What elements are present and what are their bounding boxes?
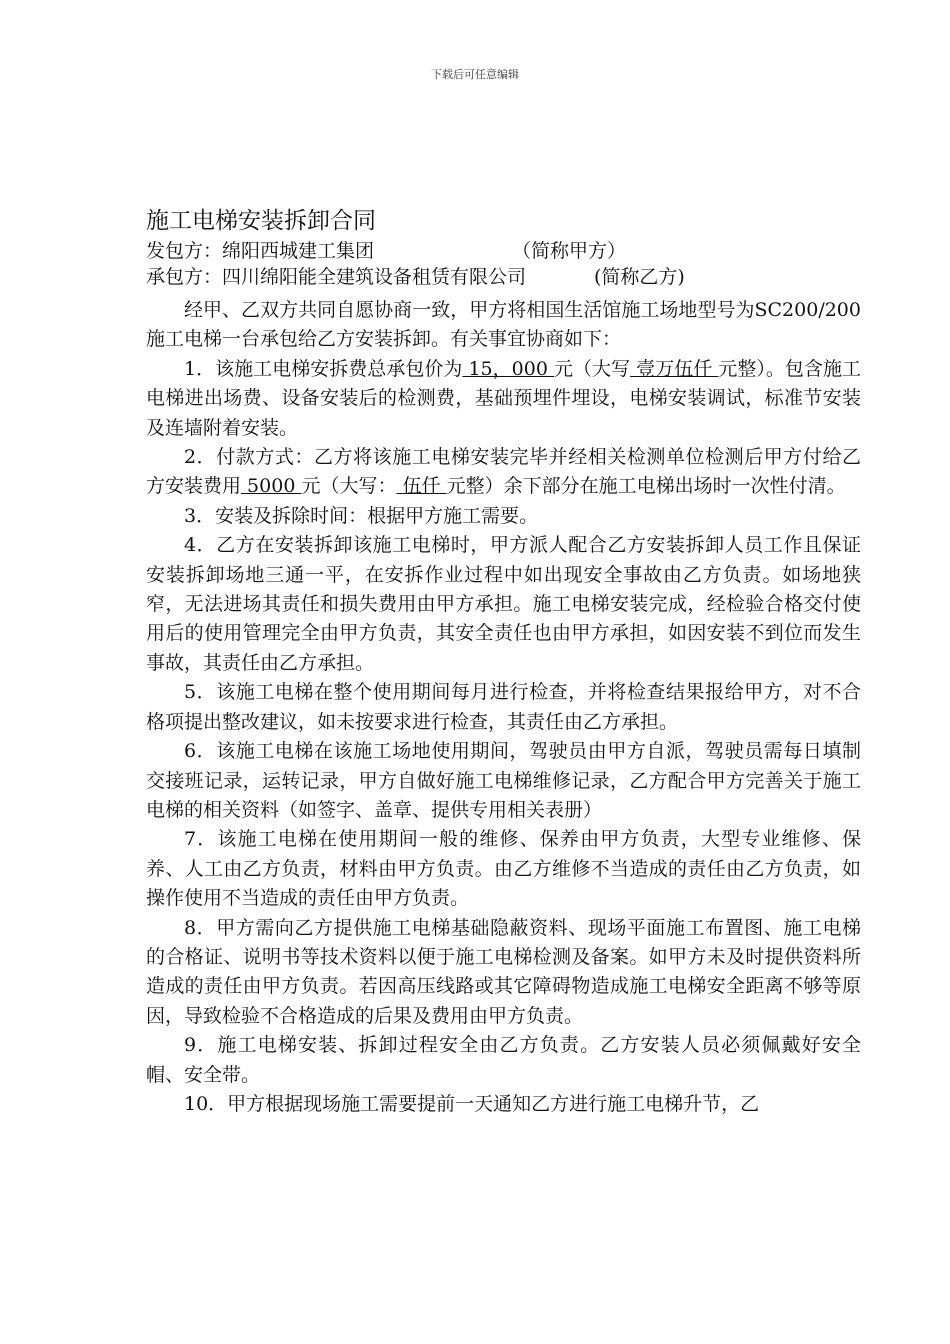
clause-8: 8．甲方需向乙方提供施工电梯基础隐蔽资料、现场平面施工布置图、施工电梯的合格证、说明书等技术资料以便于施工电梯检测及备案。如甲方未及时提供资料所造成的责任由甲方负责。若因高压线路或其它障碍物造成施工电梯安全距离不够等原因，导致检验不合格造成的后果及费用由甲方负责。 [146,916,861,1027]
clause-1-text-b: 元（大写 [554,357,631,380]
clause-9: 9．施工电梯安装、拆卸过程安全由乙方负责。乙方安装人员必须佩戴好安全帽、安全带。 [146,1034,861,1086]
party-a-name: 绵阳西城建工集团 [222,240,375,262]
clause-2-amount: 5000 [241,475,302,498]
clause-1-text-c: 元整）。包含施工电梯进出场费、设备安装后的检测费，基础预埋件埋设，电梯安装调试，标准节安装及连墙附着安装。 [146,357,861,439]
party-a-line [146,238,861,264]
party-b-alias: (简称乙方) [594,266,685,288]
intro-paragraph: 经甲、乙双方共同自愿协商一致，甲方将相国生活馆施工场地型号为SC200/200施工电梯一台承包给乙方安装拆卸。有关事宜协商如下： [146,299,861,351]
clause-1-text-a: 1．该施工电梯安拆费总承包价为 [184,357,463,380]
document-title: 施工电梯安装拆卸合同 [146,208,376,234]
clause-7: 7．该施工电梯在使用期间一般的维修、保养由甲方负责，大型专业维修、保养、人工由乙方负责，材料由甲方负责。由乙方维修不当造成的责任由乙方负责，如操作使用不当造成的责任由甲方负责。 [146,828,861,910]
party-b-line [146,264,861,290]
clause-2-text-c: 元整）余下部分在施工电梯出场时一次性付清。 [446,475,846,498]
clause-1-amount-words: 壹万伍仟 [630,357,719,380]
clause-2-text-a: 2．付款方式：乙方将该施工电梯安装完毕并经相关检测单位检测后甲方付给乙方安装费用 [146,446,861,498]
document-body [146,204,861,1119]
party-a-alias: （简称甲方） [512,240,627,262]
clause-1-amount: 15，000 [462,357,555,380]
clause-10: 10．甲方根据现场施工需要提前一天通知乙方进行施工电梯升节，乙 [184,1092,760,1115]
party-b-name: 四川绵阳能全建筑设备租赁有限公司 [222,266,527,288]
party-b-label: 承包方： [146,266,223,288]
clause-6: 6．该施工电梯在该施工场地使用期间，驾驶员由甲方自派，驾驶员需每日填制交接班记录，运转记录，甲方自做好施工电梯维修记录，乙方配合甲方完善关于施工电梯的相关资料（如签字、盖章、提供专用相关表册） [146,740,861,821]
clause-4: 4．乙方在安装拆卸该施工电梯时，甲方派人配合乙方安装拆卸人员工作且保证安装拆卸场地三通一平，在安拆作业过程中如出现安全事故由乙方负责。如场地狭窄，无法进场其责任和损失费用由甲方承担。施工电梯安装完成，经检验合格交付使用后的使用管理完全由甲方负责，其安全责任也由甲方承担，如因安装不到位而发生事故，其责任由乙方承担。 [146,534,861,674]
clause-2-text-b: 元（大写： [301,475,397,498]
clause-2-amount-words: 伍仟 [396,475,447,498]
clause-3: 3．安装及拆除时间：根据甲方施工需要。 [184,504,539,527]
clause-5: 5．该施工电梯在整个使用期间每月进行检查，并将检查结果报给甲方，对不合格项提出整改建议，如未按要求进行检查，其责任由乙方承担。 [146,681,861,733]
clause-1 [146,355,861,443]
clause-2 [146,443,861,502]
header-note: 下载后可任意编辑 [431,68,519,81]
party-a-label: 发包方： [146,240,223,262]
